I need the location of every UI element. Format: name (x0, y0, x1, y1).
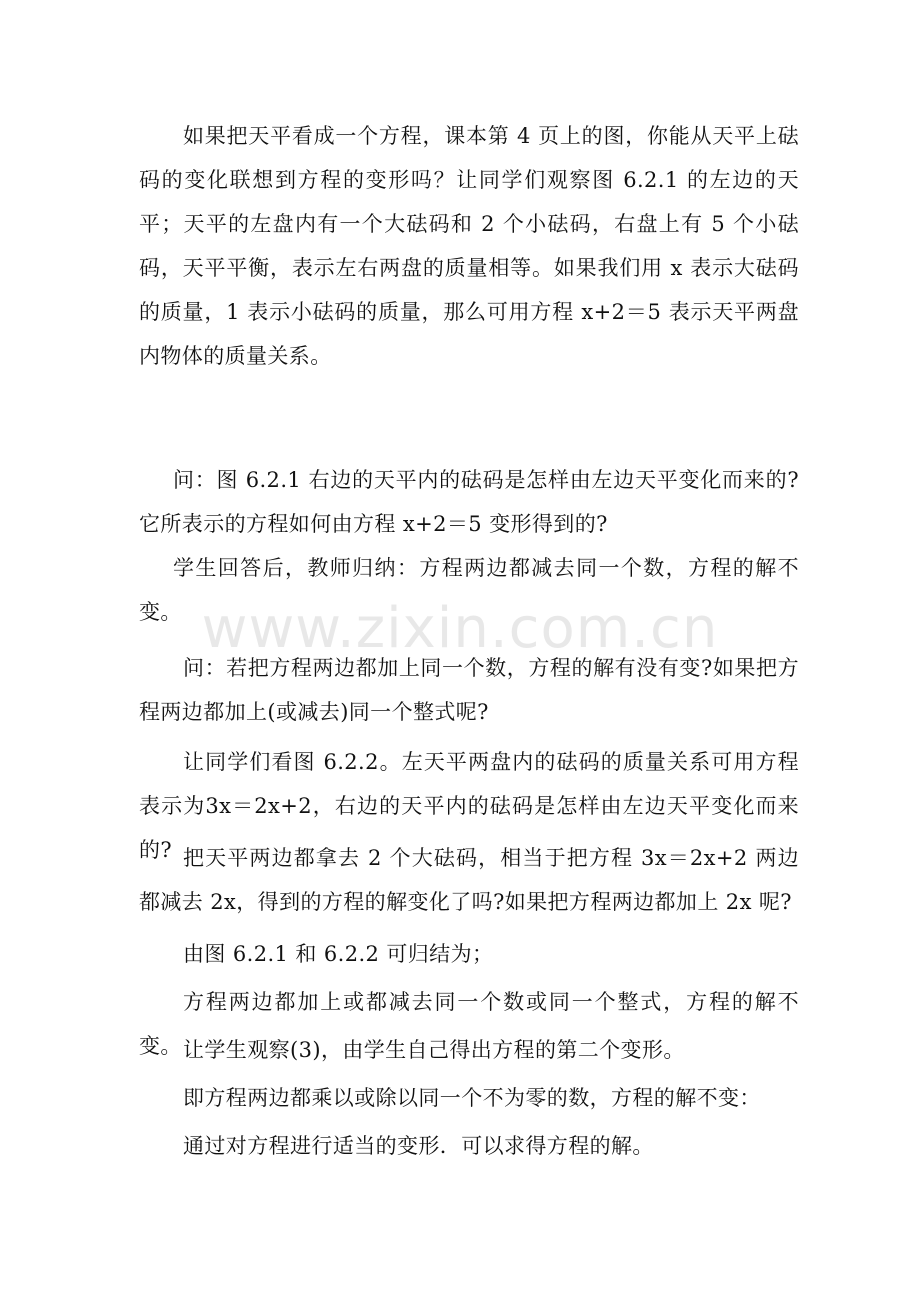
paragraph-8: 方程两边都加上或都减去同一个数或同一个整式，方程的解不变。 (139, 990, 799, 1058)
paragraph-9: 让学生观察(3)，由学生自己得出方程的第二个变形。 (183, 1038, 685, 1062)
paragraph-3: 学生回答后，教师归纳：方程两边都减去同一个数，方程的解不变。 (139, 556, 799, 624)
paragraph-5: 让同学们看图 6.2.2。左天平两盘内的砝码的质量关系可用方程表示为3x＝2x+2，右边的天平内的砝码是怎样由左边天平变化而来的? (139, 750, 799, 862)
paragraph-1: 如果把天平看成一个方程，课本第 4 页上的图，你能从天平上砝码的变化联想到方程的变形吗？让同学们观察图 6.2.1 的左边的天平；天平的左盘内有一个大砝码和 2 个小砝码，右盘上有 5 个小砝码，天平平衡，表示左右两盘的质量相等。如果我们用 x 表示大砝码的质量，1 表示小砝码的质量，那么可用方程 x+2＝5 表示天平两盘内物体的质量关系。 (139, 124, 799, 368)
paragraph-6: 把天平两边都拿去 2 个大砝码，相当于把方程 3x＝2x+2 两边都减去 2x，得到的方程的解变化了吗?如果把方程两边都加上 2x 呢? (139, 846, 799, 914)
paragraph-11: 通过对方程进行适当的变形．可以求得方程的解。 (183, 1134, 654, 1158)
paragraph-2: 问：图 6.2.1 右边的天平内的砝码是怎样由左边天平变化而来的?它所表示的方程如何由方程 x+2＝5 变形得到的? (139, 468, 799, 536)
paragraph-7: 由图 6.2.1 和 6.2.2 可归结为； (183, 942, 494, 966)
watermark: www.zixin.com.cn (201, 596, 719, 661)
paragraph-10: 即方程两边都乘以或除以同一个不为零的数，方程的解不变： (183, 1086, 761, 1110)
paragraph-4: 问：若把方程两边都加上同一个数，方程的解有没有变?如果把方程两边都加上(或减去)同一个整式呢? (139, 656, 799, 724)
